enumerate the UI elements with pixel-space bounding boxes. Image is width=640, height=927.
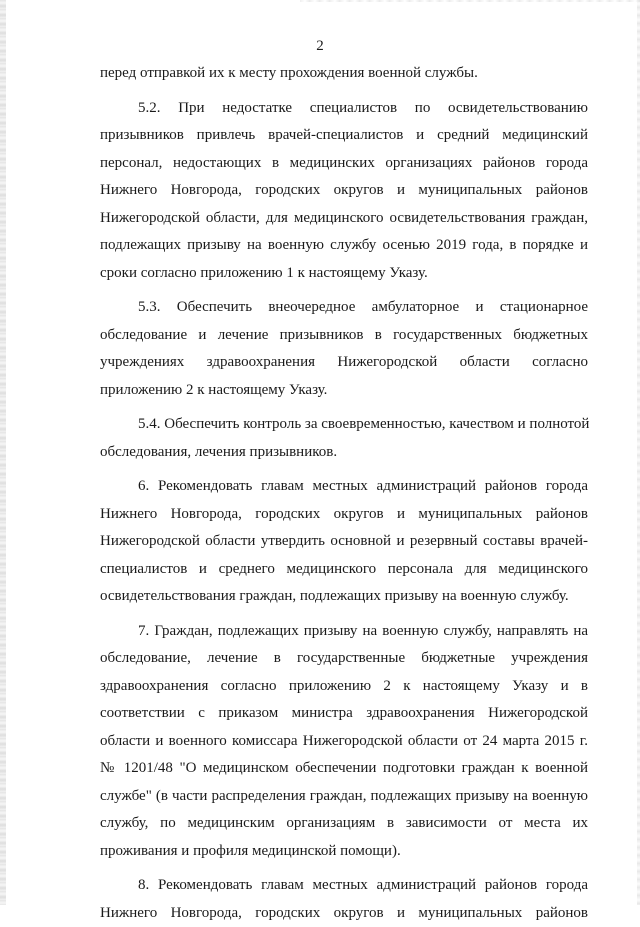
text-line: обследование и лечение призывников в государственных бюджетных xyxy=(100,322,588,350)
text-line: 5.4. Обеспечить контроль за своевременностью, качеством и полнотой xyxy=(100,411,588,439)
text-line: приложению 2 к настоящему Указу. xyxy=(100,377,588,405)
paragraph-5-3 xyxy=(100,294,588,404)
text-line: учреждениях здравоохранения Нижегородской области согласно xyxy=(100,349,588,377)
text-line: 5.3. Обеспечить внеочередное амбулаторное и стационарное xyxy=(100,294,588,322)
paragraph-6 xyxy=(100,473,588,611)
text-line: освидетельствования граждан, подлежащих призыву на военную службу. xyxy=(100,583,588,611)
paragraph-continuation xyxy=(100,60,588,88)
text-line: подлежащих призыву на военную службу осенью 2019 года, в порядке и xyxy=(100,232,588,260)
text-line: Нижегородской области утвердить основной и резервный составы врачей- xyxy=(100,528,588,556)
text-line: призывников привлечь врачей-специалистов и средний медицинский xyxy=(100,122,588,150)
text-line: перед отправкой их к месту прохождения военной службы. xyxy=(100,60,588,88)
text-line: № 1201/48 "О медицинском обеспечении подготовки граждан к военной xyxy=(100,755,588,783)
text-line: специалистов и среднего медицинского персонала для медицинского xyxy=(100,556,588,584)
text-line: 6. Рекомендовать главам местных администраций районов города xyxy=(100,473,588,501)
text-line: 5.2. При недостатке специалистов по освидетельствованию xyxy=(100,95,588,123)
text-line: обследование, лечение в государственные бюджетные учреждения xyxy=(100,645,588,673)
text-line: сроки согласно приложению 1 к настоящему Указу. xyxy=(100,260,588,288)
text-line: обследования, лечения призывников. xyxy=(100,439,588,467)
text-line: службу, по медицинским организациям в зависимости от места их xyxy=(100,810,588,838)
text-line: персонал, недостающих в медицинских организациях районов города xyxy=(100,150,588,178)
text-line: 7. Граждан, подлежащих призыву на военную службу, направлять на xyxy=(100,618,588,646)
text-line: Нижнего Новгорода, городских округов и муниципальных районов xyxy=(100,177,588,205)
text-line: проживания и профиля медицинской помощи). xyxy=(100,838,588,866)
paragraph-5-2 xyxy=(100,95,588,288)
text-line: области и военного комиссара Нижегородской области от 24 марта 2015 г. xyxy=(100,728,588,756)
text-line: 8. Рекомендовать главам местных администраций районов города xyxy=(100,872,588,900)
text-line: Нижнего Новгорода, городских округов и муниципальных районов xyxy=(100,900,588,927)
paragraph-5-4 xyxy=(100,411,588,466)
scan-edge-left xyxy=(0,0,6,905)
paragraph-8 xyxy=(100,872,588,927)
document-body xyxy=(100,60,588,927)
page-number: 2 xyxy=(0,38,640,55)
text-line: соответствии с приказом министра здравоохранения Нижегородской xyxy=(100,700,588,728)
scan-edge-top xyxy=(300,0,640,2)
text-line: здравоохранения согласно приложению 2 к настоящему Указу и в xyxy=(100,673,588,701)
paragraph-7 xyxy=(100,618,588,866)
text-line: службе" (в части распределения граждан, подлежащих призыву на военную xyxy=(100,783,588,811)
text-line: Нижегородской области, для медицинского освидетельствования граждан, xyxy=(100,205,588,233)
text-line: Нижнего Новгорода, городских округов и муниципальных районов xyxy=(100,501,588,529)
